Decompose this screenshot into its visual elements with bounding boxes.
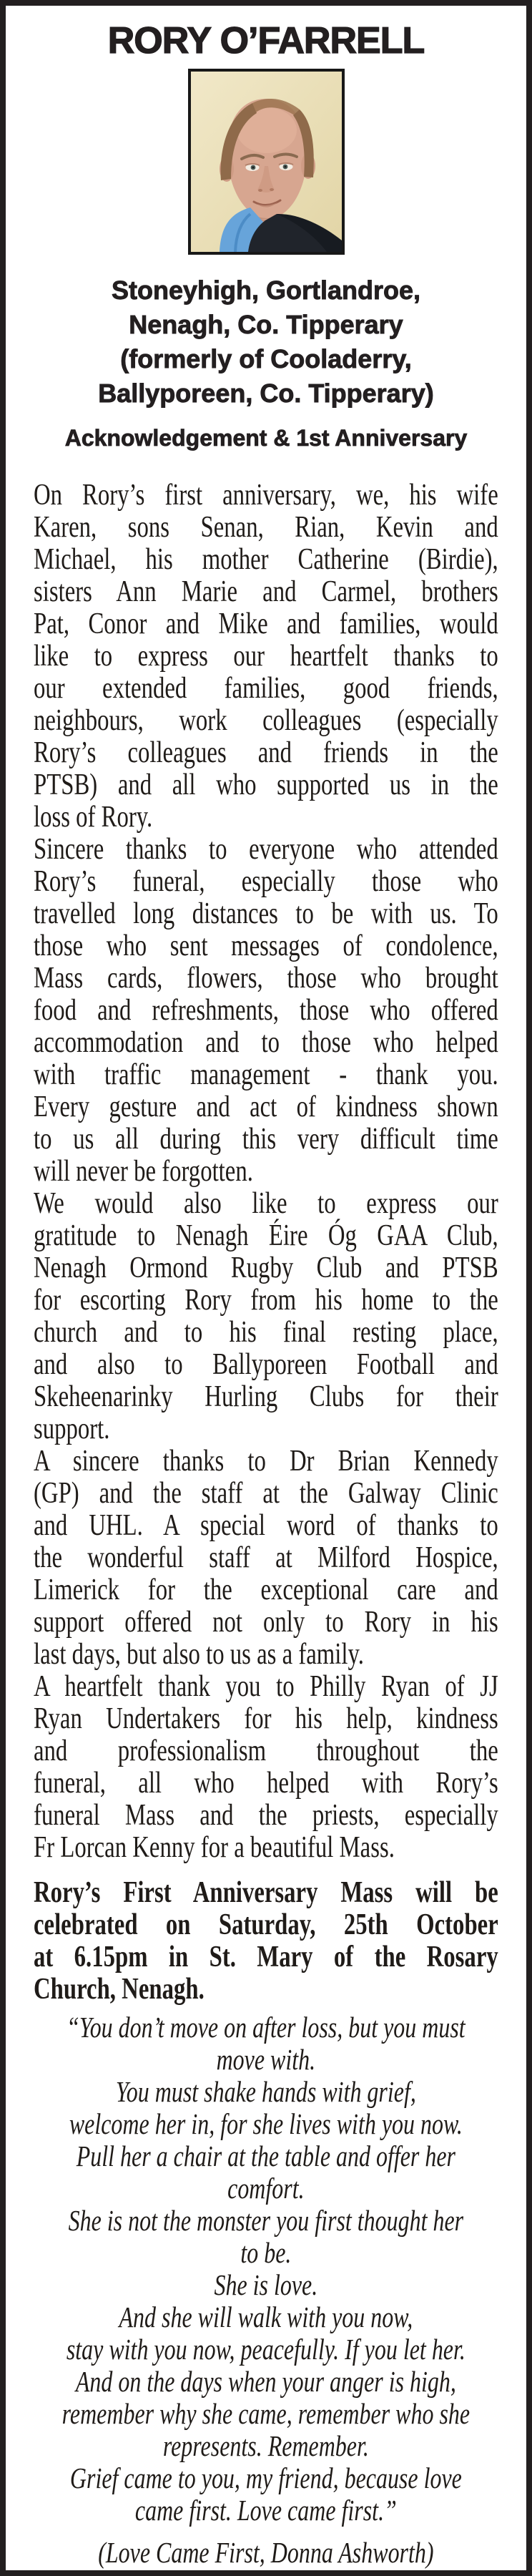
notice-body: [34, 479, 498, 2569]
text-line: And on the days when your anger is high,: [75, 2365, 456, 2398]
text-line: loss of Rory.: [34, 801, 153, 834]
text-line: welcome her in, for she lives with you now.: [69, 2107, 463, 2140]
text-line: those who sent messages of condolence,: [34, 930, 498, 962]
text-line: (formerly of Cooladerry,: [120, 344, 412, 374]
text-line: the wonderful staff at Milford Hospice,: [34, 1541, 498, 1574]
text-line: Michael, his mother Catherine (Birdie),: [34, 543, 498, 576]
text-line: Karen, sons Senan, Rian, Kevin and: [34, 511, 498, 544]
deceased-name-title: RORY O’FARRELL: [107, 20, 425, 62]
text-line: church and to his final resting place,: [34, 1316, 498, 1349]
text-line: came first. Love came first.”: [134, 2494, 397, 2527]
text-line: She is love.: [214, 2268, 318, 2301]
poem-attribution: (Love Came First, Donna Ashworth): [98, 2536, 434, 2569]
text-line: and also to Ballyporeen Football and: [34, 1348, 498, 1381]
body-paragraph-medical-thanks: [34, 1445, 498, 1671]
text-line: at 6.15pm in St. Mary of the Rosary: [34, 1941, 498, 1974]
text-line: Ryan Undertakers for his help, kindness: [34, 1702, 498, 1735]
text-line: A sincere thanks to Dr Brian Kennedy: [34, 1445, 498, 1478]
text-line: Rory’s funeral, especially those who: [34, 865, 498, 898]
text-line: to be.: [240, 2236, 292, 2269]
text-line: (GP) and the staff at the Galway Clinic: [34, 1477, 498, 1510]
text-line: neighbours, work colleagues (especially: [34, 704, 498, 737]
text-line: Limerick for the exceptional care and: [34, 1574, 498, 1606]
notice-type-heading: Acknowledgement & 1st Anniversary: [64, 425, 468, 451]
text-line: our extended families, good friends,: [34, 672, 498, 705]
text-line: travelled long distances to be with us. To: [34, 897, 498, 930]
text-line: with traffic management - thank you.: [34, 1058, 498, 1091]
text-line: Grief came to you, my friend, because love: [69, 2462, 462, 2494]
address-block: [34, 273, 498, 411]
text-line: food and refreshments, those who offered: [34, 994, 498, 1027]
text-line: Skeheenarinky Hurling Clubs for their: [34, 1380, 498, 1413]
text-line: represents. Remember.: [162, 2429, 369, 2462]
text-line: Fr Lorcan Kenny for a beautiful Mass.: [34, 1831, 395, 1864]
text-line: stay with you now, peacefully. If you let her.: [66, 2333, 466, 2366]
text-line: And she will walk with you now,: [119, 2301, 413, 2333]
text-line: On Rory’s first anniversary, we, his wife: [34, 479, 498, 512]
text-line: Every gesture and act of kindness shown: [34, 1091, 498, 1123]
body-paragraph-undertaker-priests: [34, 1671, 498, 1864]
text-line: like to express our heartfelt thanks to: [34, 640, 498, 673]
text-line: and professionalism throughout the: [34, 1735, 498, 1767]
text-line: You must shake hands with grief,: [115, 2075, 416, 2108]
text-line: Rory’s colleagues and friends in the: [34, 736, 498, 769]
text-line: celebrated on Saturday, 25th October: [34, 1908, 498, 1941]
text-line: sisters Ann Marie and Carmel, brothers: [34, 575, 498, 608]
text-line: for escorting Rory from his home to the: [34, 1284, 498, 1317]
text-line: accommodation and to those who helped: [34, 1026, 498, 1059]
text-line: and UHL. A special word of thanks to: [34, 1509, 498, 1542]
portrait-photo: [188, 69, 345, 255]
text-line: funeral Mass and the priests, especially: [34, 1799, 498, 1832]
text-line: Pat, Conor and Mike and families, would: [34, 608, 498, 640]
text-line: Pull her a chair at the table and offer her: [76, 2140, 455, 2172]
text-line: gratitude to Nenagh Éire Óg GAA Club,: [34, 1219, 498, 1252]
text-line: “You don’t move on after loss, but you must: [66, 2011, 466, 2044]
text-line: funeral, all who helped with Rory’s: [34, 1767, 498, 1800]
text-line: We would also like to express our: [34, 1187, 498, 1220]
portrait-illustration: [191, 72, 342, 252]
anniversary-mass-announcement: [34, 1877, 498, 2006]
text-line: Mass cards, flowers, those who brought: [34, 962, 498, 995]
body-paragraph-clubs-gratitude: [34, 1188, 498, 1445]
text-line: A heartfelt thank you to Philly Ryan of JJ: [34, 1670, 498, 1703]
text-line: Stoneyhigh, Gortlandroe,: [111, 275, 421, 305]
text-line: will never be forgotten.: [34, 1155, 253, 1188]
text-line: PTSB) and all who supported us in the: [34, 769, 498, 801]
text-line: comfort.: [227, 2172, 305, 2205]
text-line: Ballyporeen, Co. Tipperary): [98, 379, 434, 408]
text-line: Church, Nenagh.: [34, 1973, 205, 2006]
text-line: move with.: [216, 2043, 316, 2076]
text-line: support offered not only to Rory in his: [34, 1606, 498, 1639]
text-line: Rory’s First Anniversary Mass will be: [34, 1876, 498, 1909]
text-line: Nenagh, Co. Tipperary: [129, 310, 403, 339]
memorial-poem: [34, 2011, 498, 2527]
text-line: support.: [34, 1413, 110, 1445]
text-line: last days, but also to us as a family.: [34, 1638, 364, 1671]
body-paragraph-funeral-attendees: [34, 834, 498, 1188]
text-line: She is not the monster you first thought her: [68, 2204, 464, 2237]
body-paragraph-thanks-family: [34, 479, 498, 834]
text-line: remember why she came, remember who she: [61, 2397, 471, 2430]
text-line: to us all during this very difficult time: [34, 1123, 498, 1156]
text-line: Sincere thanks to everyone who attended: [34, 833, 498, 866]
text-line: Nenagh Ormond Rugby Club and PTSB: [34, 1252, 498, 1284]
